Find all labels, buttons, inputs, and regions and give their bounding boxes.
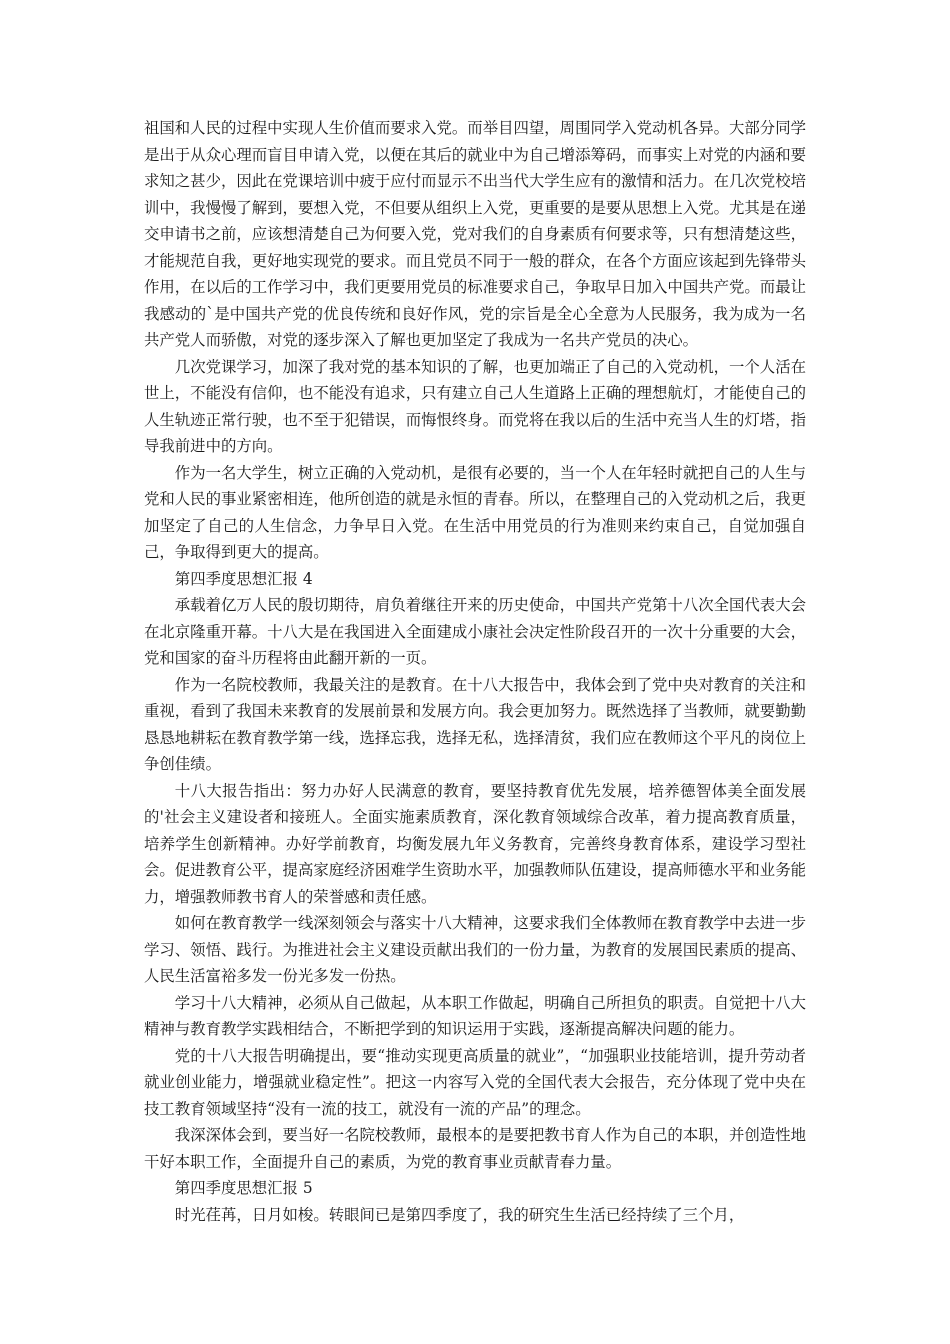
paragraph: 几次党课学习，加深了我对党的基本知识的了解，也更加端正了自己的入党动机，一个人活在世上，不能没有信仰，也不能没有追求，只有建立自己人生道路上正确的理想航灯，才能使自己的人生轨迹正常行驶，也不至于犯错误，而悔恨终身。而党将在我以后的生活中充当人生的灯塔，指导我前进中的方向。	[144, 357, 806, 455]
paragraph: 党的十八大报告明确提出，要“推动实现更高质量的就业”，“加强职业技能培训，提升劳动者就业创业能力，增强就业稳定性”。把这一内容写入党的全国代表大会报告，充分体现了党中央在技工教育领域坚持“没有一流的技工，就没有一流的产品”的理念。	[144, 1046, 806, 1118]
paragraph: 我深深体会到，要当好一名院校教师，最根本的是要把教书育人作为自己的本职，并创造性地干好本职工作，全面提升自己的素质，为党的教育事业贡献青春力量。	[144, 1126, 806, 1171]
paragraph: 祖国和人民的过程中实现人生价值而要求入党。而举目四望，周围同学入党动机各异。大部分同学是出于从众心理而盲目申请入党，以便在其后的就业中为自己增添筹码，而事实上对党的内涵和要求知之甚少，因此在党课培训中疲于应付而显示不出当代大学生应有的激情和活力。在几次党校培训中，我慢慢了解到，要想入党，不但要从组织上入党，更重要的是要从思想上入党。尤其是在递交申请书之前，应该想清楚自己为何要入党，党对我们的自身素质有何要求等，只有想清楚这些，才能规范自我，更好地实现党的要求。而且党员不同于一般的群众，在各个方面应该起到先锋带头作用，在以后的工作学习中，我们更要用党员的标准要求自己，争取早日加入中国共产党。而最让我感动的`是中国共产党的优良传统和良好作风，党的宗旨是全心全意为人民服务，我为成为一名共产党人而骄傲，对党的逐步深入了解也更加坚定了我成为一名共产党员的决心。	[144, 119, 806, 349]
paragraph: 学习十八大精神，必须从自己做起，从本职工作做起，明确自己所担负的职责。自觉把十八大精神与教育教学实践相结合，不断把学到的知识运用于实践，逐渐提高解决问题的能力。	[144, 993, 806, 1038]
paragraph: 承载着亿万人民的殷切期待，肩负着继往开来的历史使命，中国共产党第十八次全国代表大会在北京隆重开幕。十八大是在我国进入全面建成小康社会决定性阶段召开的一次十分重要的大会，党和国家的奋斗历程将由此翻开新的一页。	[144, 596, 806, 667]
paragraph: 作为一名院校教师，我最关注的是教育。在十八大报告中，我体会到了党中央对教育的关注和重视，看到了我国未来教育的发展前景和发展方向。我会更加努力。既然选择了当教师，就要勤勤恳恳地耕耘在教育教学第一线，选择忘我，选择无私，选择清贫，我们应在教师这个平凡的岗位上争创佳绩。	[144, 675, 806, 773]
document-body	[144, 115, 806, 1228]
paragraph: 时光荏苒，日月如梭。转眼间已是第四季度了，我的研究生生活已经持续了三个月，	[174, 1205, 745, 1224]
section-heading: 第四季度思想汇报 4	[174, 569, 313, 588]
paragraph: 如何在教育教学一线深刻领会与落实十八大精神，这要求我们全体教师在教育教学中去进一步学习、领悟、践行。为推进社会主义建设贡献出我们的一份力量，为教育的发展国民素质的提高、人民生活富裕多发一份光多发一份热。	[144, 914, 806, 985]
paragraph: 作为一名大学生，树立正确的入党动机，是很有必要的，当一个人在年轻时就把自己的人生与党和人民的事业紧密相连，他所创造的就是永恒的青春。所以，在整理自己的入党动机之后，我更加坚定了自己的人生信念，力争早日入党。在生活中用党员的行为准则来约束自己，自觉加强自己，争取得到更大的提高。	[144, 463, 806, 561]
paragraph: 十八大报告指出：努力办好人民满意的教育，要坚持教育优先发展，培养德智体美全面发展的'社会主义建设者和接班人。全面实施素质教育，深化教育领域综合改革，着力提高教育质量，培养学生创新精神。办好学前教育，均衡发展九年义务教育，完善终身教育体系，建设学习型社会。促进教育公平，提高家庭经济困难学生资助水平，加强教师队伍建设，提高师德水平和业务能力，增强教师教书育人的荣誉感和责任感。	[144, 781, 806, 906]
section-heading: 第四季度思想汇报 5	[174, 1179, 313, 1197]
